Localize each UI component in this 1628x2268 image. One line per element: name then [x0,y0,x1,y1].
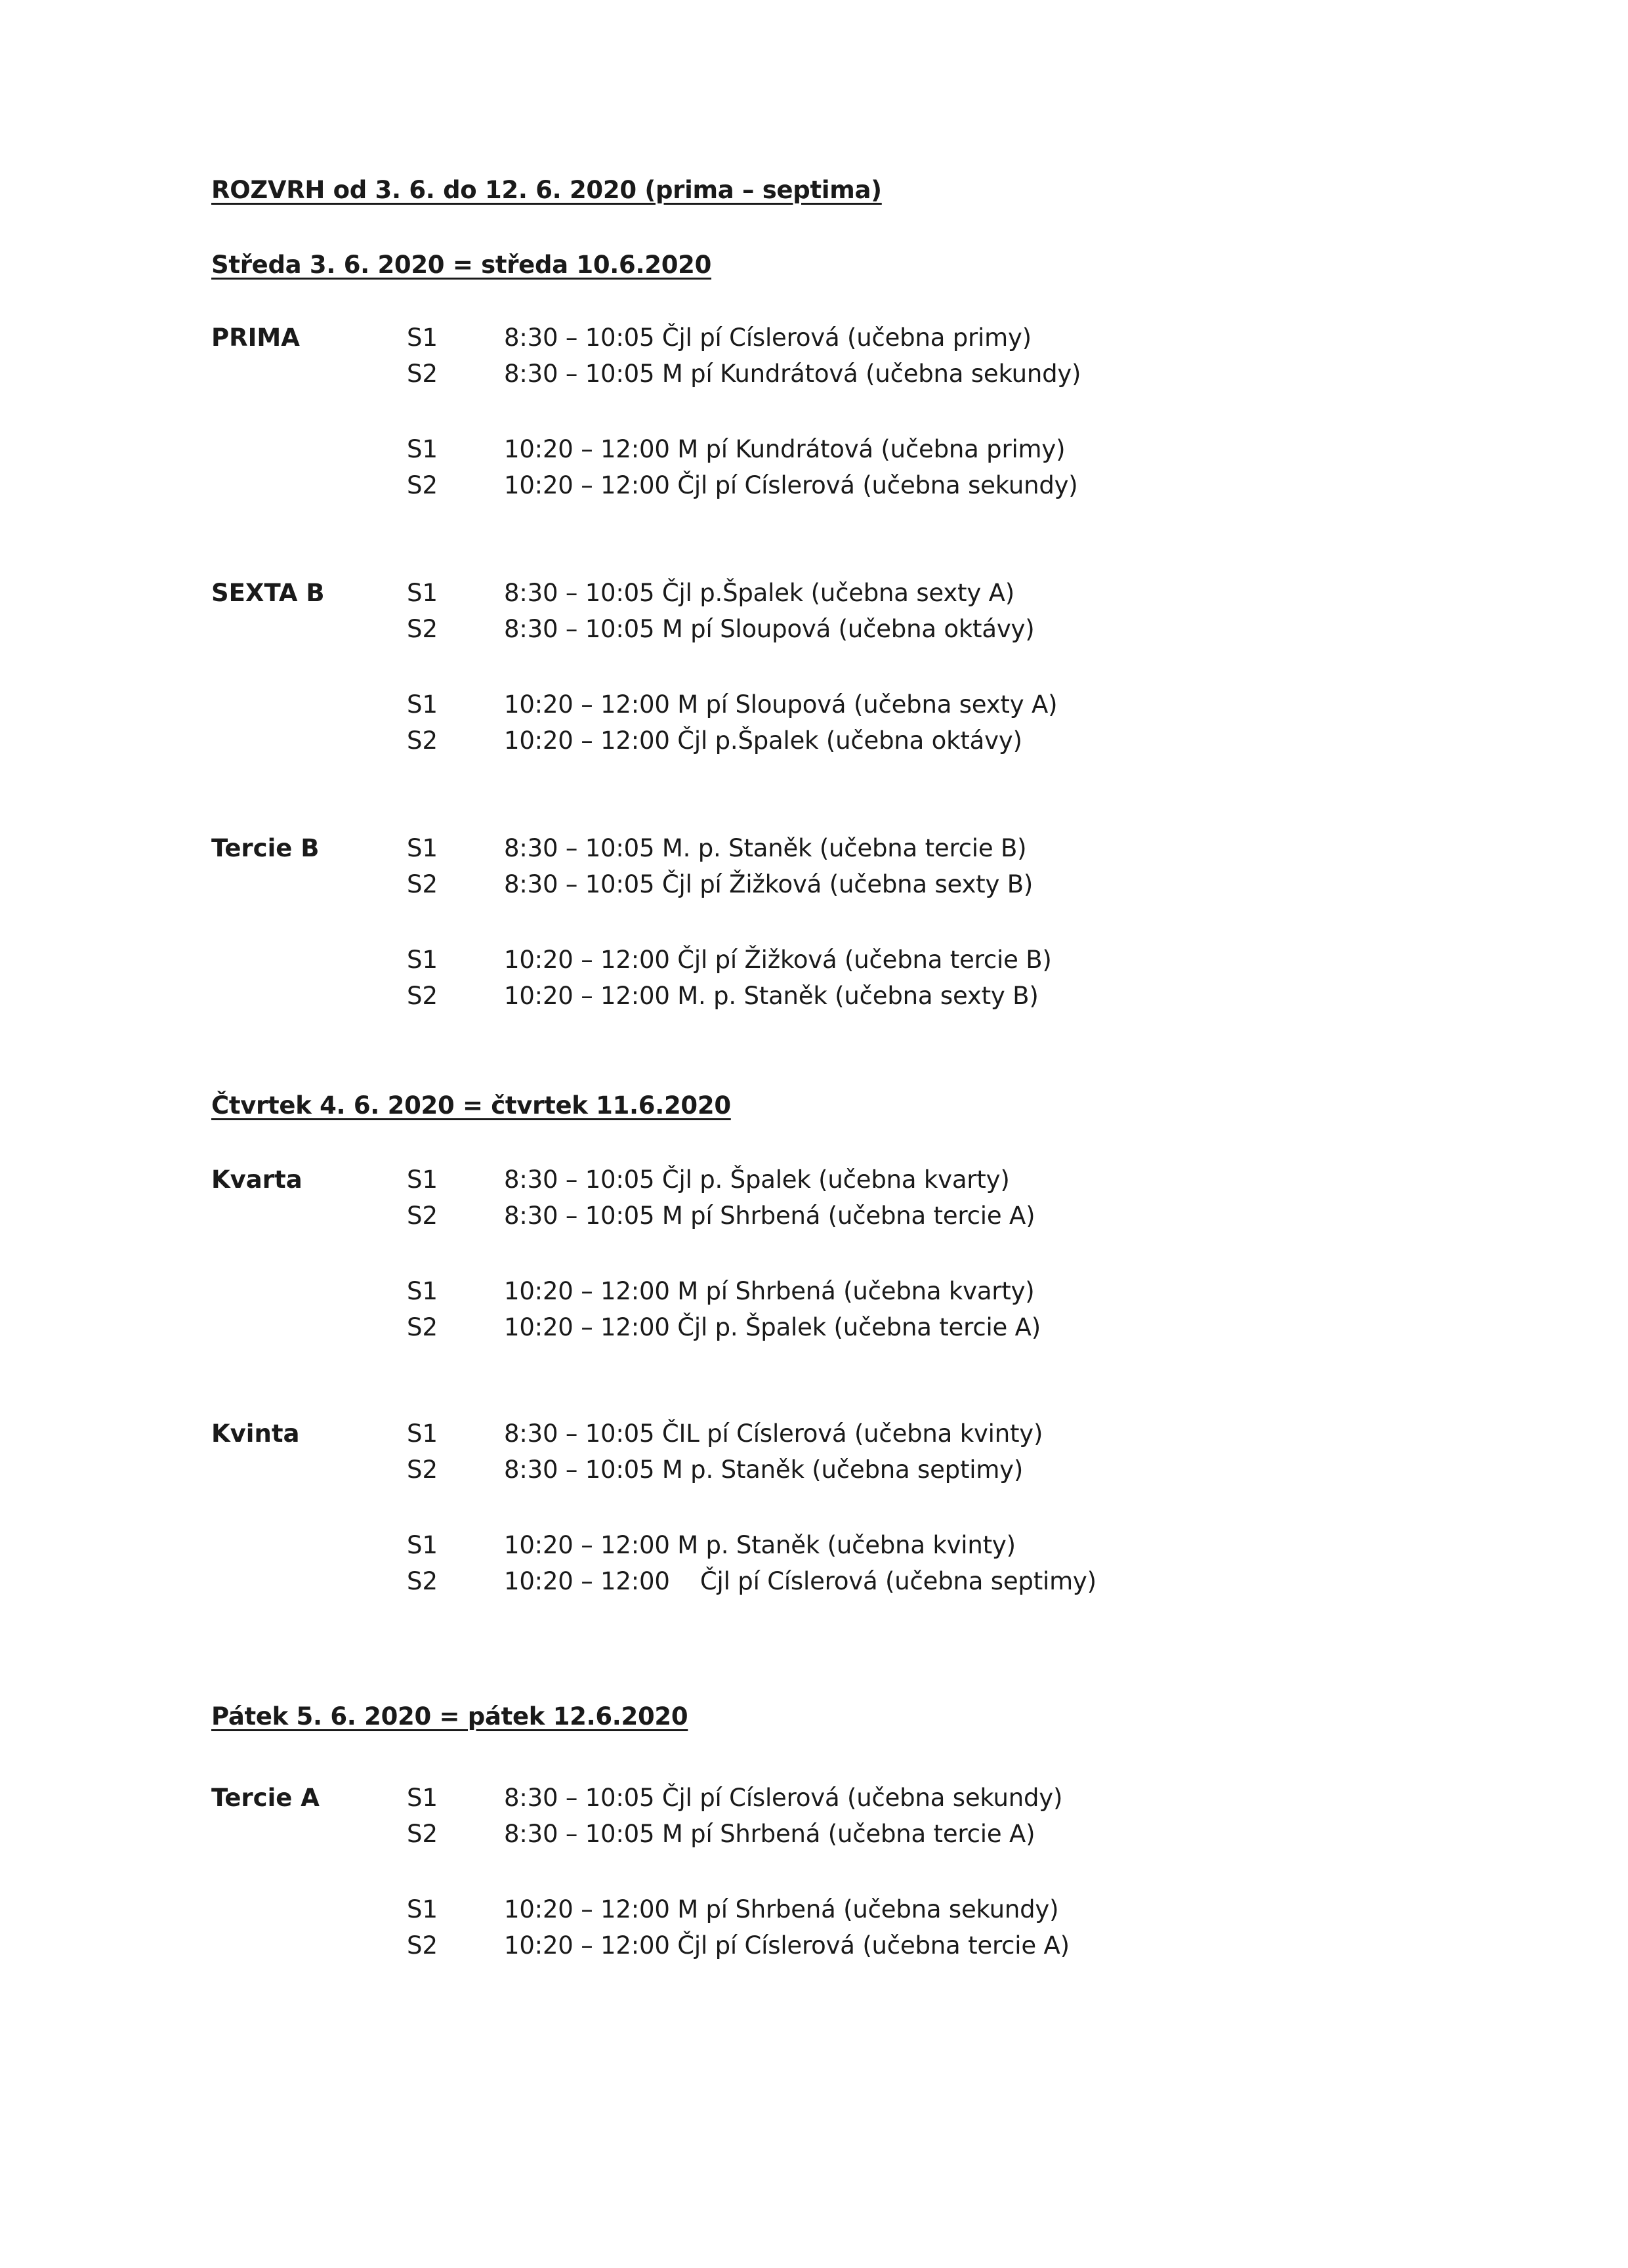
lesson-entry: 10:20 – 12:00 Čjl pí Císlerová (učebna tercie A) [504,1931,1070,1960]
group-label: S2 [407,471,438,499]
lesson-entry: 8:30 – 10:05 Čjl p. Špalek (učebna kvarty) [504,1166,1010,1194]
class-name: Tercie B [211,834,320,862]
group-label: S1 [407,1531,438,1559]
lesson-entry: 8:30 – 10:05 Čjl pí Žižková (učebna sexty B) [504,870,1033,898]
group-label: S1 [407,435,438,463]
group-label: S2 [407,1313,438,1341]
lesson-entry: 8:30 – 10:05 ČIL pí Císlerová (učebna kvinty) [504,1419,1043,1448]
lesson-entry: 8:30 – 10:05 M. p. Staněk (učebna tercie B) [504,834,1027,862]
class-name: SEXTA B [211,579,325,607]
lesson-entry: 10:20 – 12:00 M pí Sloupová (učebna sexty A) [504,690,1058,719]
lesson-entry: 8:30 – 10:05 M pí Kundrátová (učebna sekundy) [504,360,1081,388]
group-label: S1 [407,1784,438,1812]
day-heading: Pátek 5. 6. 2020 = pátek 12.6.2020 [211,1702,688,1731]
group-label: S1 [407,1166,438,1194]
group-label: S2 [407,1202,438,1230]
lesson-entry: 10:20 – 12:00 M pí Shrbená (učebna sekundy) [504,1895,1059,1923]
lesson-entry: 10:20 – 12:00 M pí Shrbená (učebna kvarty) [504,1277,1035,1305]
group-label: S2 [407,1931,438,1960]
lesson-entry: 8:30 – 10:05 Čjl pí Císlerová (učebna sekundy) [504,1784,1063,1812]
group-label: S2 [407,982,438,1010]
day-heading: Čtvrtek 4. 6. 2020 = čtvrtek 11.6.2020 [211,1091,731,1120]
lesson-entry: 8:30 – 10:05 Čjl p.Špalek (učebna sexty A) [504,579,1014,607]
group-label: S2 [407,870,438,898]
group-label: S1 [407,946,438,974]
lesson-entry: 10:20 – 12:00 M p. Staněk (učebna kvinty) [504,1531,1016,1559]
lesson-entry: 10:20 – 12:00 Čjl pí Císlerová (učebna septimy) [504,1567,1096,1595]
lesson-entry: 10:20 – 12:00 Čjl p. Špalek (učebna tercie A) [504,1313,1041,1341]
group-label: S1 [407,1419,438,1448]
lesson-entry: 10:20 – 12:00 Čjl pí Císlerová (učebna sekundy) [504,471,1078,499]
document-title: ROZVRH od 3. 6. do 12. 6. 2020 (prima – septima) [211,176,882,204]
group-label: S1 [407,324,438,352]
lesson-entry: 8:30 – 10:05 M p. Staněk (učebna septimy) [504,1456,1024,1484]
lesson-entry: 8:30 – 10:05 M pí Shrbená (učebna tercie A) [504,1202,1035,1230]
day-heading: Středa 3. 6. 2020 = středa 10.6.2020 [211,251,712,279]
class-name: PRIMA [211,324,300,352]
lesson-entry: 10:20 – 12:00 Čjl pí Žižková (učebna tercie B) [504,946,1052,974]
lesson-entry: 8:30 – 10:05 M pí Shrbená (učebna tercie A) [504,1820,1035,1848]
group-label: S2 [407,1456,438,1484]
group-label: S2 [407,1820,438,1848]
group-label: S1 [407,579,438,607]
lesson-entry: 10:20 – 12:00 Čjl p.Špalek (učebna oktávy) [504,726,1022,755]
group-label: S1 [407,690,438,719]
lesson-entry: 10:20 – 12:00 M pí Kundrátová (učebna primy) [504,435,1066,463]
group-label: S2 [407,615,438,643]
group-label: S2 [407,726,438,755]
group-label: S2 [407,1567,438,1595]
class-name: Kvinta [211,1419,300,1448]
group-label: S2 [407,360,438,388]
lesson-entry: 10:20 – 12:00 M. p. Staněk (učebna sexty B) [504,982,1039,1010]
lesson-entry: 8:30 – 10:05 M pí Sloupová (učebna oktávy) [504,615,1035,643]
class-name: Tercie A [211,1784,320,1812]
group-label: S1 [407,1277,438,1305]
group-label: S1 [407,834,438,862]
group-label: S1 [407,1895,438,1923]
class-name: Kvarta [211,1166,303,1194]
lesson-entry: 8:30 – 10:05 Čjl pí Císlerová (učebna primy) [504,324,1032,352]
